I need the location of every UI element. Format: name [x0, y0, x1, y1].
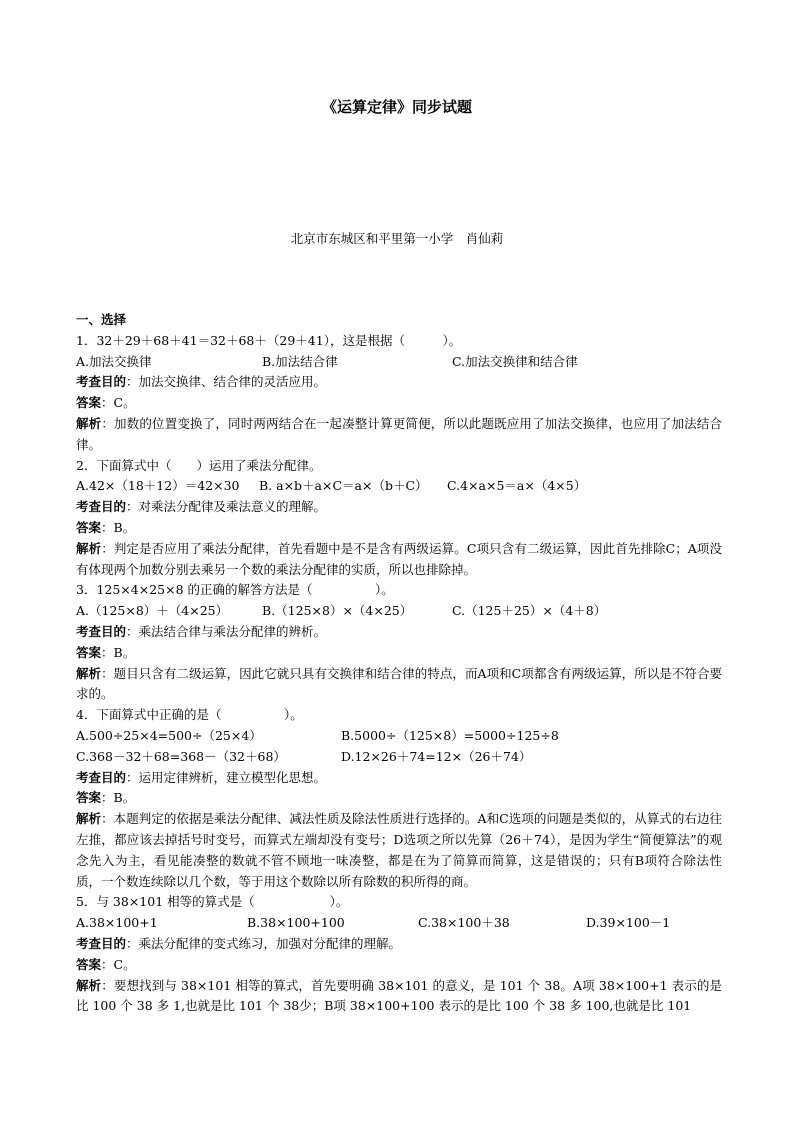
- question-stem: 1．32＋29＋68＋41＝32＋68＋（29＋41），这是根据（ ）。: [76, 332, 462, 348]
- document-body: [76, 310, 722, 1017]
- goal-label: 考查目的: [76, 499, 127, 515]
- section-heading: 一、选择: [76, 312, 127, 327]
- question-stem: 5．与 38×101 相等的算式是（ ）。: [76, 894, 349, 910]
- answer-text: ：B。: [101, 519, 136, 535]
- analysis-label: 解析: [76, 811, 102, 827]
- analysis-line: [76, 414, 722, 456]
- analysis-text: ：加数的位置变换了，同时两两结合在一起凑整计算更简便，所以此题既应用了加法交换律，也应用了加法结合律。: [76, 415, 722, 452]
- options-row: [76, 726, 722, 747]
- analysis-text: ：题目只含有二级运算，因此它就只具有交换律和结合律的特点，而A项和C项都含有两级运算，所以是不符合要求的。: [76, 665, 722, 702]
- option-c: C.（125＋25）×（4＋8）: [452, 603, 607, 619]
- answer-label: 答案: [76, 790, 102, 806]
- document-title: 《运算定律》同步试题: [321, 98, 472, 116]
- answer-label: 答案: [76, 519, 102, 535]
- option-a: A.500÷25×4=500÷（25×4）: [76, 727, 262, 743]
- goal-label: 考查目的: [76, 623, 127, 639]
- goal-text: ：运用定律辨析，建立模型化思想。: [126, 769, 327, 785]
- answer-text: ：B。: [101, 644, 136, 660]
- goal-text: ：对乘法分配律及乘法意义的理解。: [126, 499, 327, 515]
- answer-text: ：C。: [101, 956, 136, 972]
- question-stem: 2．下面算式中（ ）运用了乘法分配律。: [76, 457, 322, 473]
- option-c: C.368－32＋68=368－（32＋68）: [76, 748, 286, 764]
- goal-text: ：加法交换律、结合律的灵活应用。: [126, 374, 327, 390]
- answer-label: 答案: [76, 644, 102, 660]
- answer-line: [76, 955, 722, 976]
- options-row: [76, 747, 722, 768]
- option-c: C.38×100＋38: [418, 915, 510, 931]
- option-a: A.38×100+1: [76, 915, 158, 931]
- goal-text: ：乘法分配律的变式练习，加强对分配律的理解。: [126, 935, 402, 951]
- goal-line: [76, 622, 722, 643]
- options-row: [76, 913, 722, 934]
- author-line: 北京市东城区和平里第一小学 肖仙莉: [290, 231, 504, 246]
- question-1: [76, 331, 722, 456]
- question-3: [76, 580, 722, 705]
- option-b: B.38×100+100: [247, 915, 345, 931]
- goal-text: ：乘法结合律与乘法分配律的辨析。: [126, 623, 327, 639]
- answer-text: ：B。: [101, 790, 136, 806]
- analysis-label: 解析: [76, 977, 102, 993]
- option-a: A.加法交换律: [76, 353, 152, 369]
- analysis-label: 解析: [76, 540, 102, 556]
- option-d: D.12×26＋74=12×（26＋74）: [341, 748, 532, 764]
- option-b: B.5000÷（125×8）=5000÷125÷8: [341, 727, 559, 743]
- option-b: B.加法结合律: [262, 353, 338, 369]
- options-row: [76, 476, 722, 497]
- answer-line: [76, 518, 722, 539]
- analysis-line: [76, 539, 722, 581]
- question-stem: 4．下面算式中正确的是（ ）。: [76, 707, 303, 723]
- question-4: [76, 705, 722, 892]
- answer-label: 答案: [76, 956, 102, 972]
- analysis-text: ：判定是否应用了乘法分配律，首先看题中是不是含有两级运算。C项只含有二级运算，因此首先排除C；A项没有体现两个加数分别去乘另一个数的乘法分配律的实质，所以也排除掉。: [76, 540, 722, 577]
- goal-line: [76, 934, 722, 955]
- option-c: C.4×a×5＝a×（4×5）: [447, 478, 587, 494]
- answer-line: [76, 393, 722, 414]
- goal-line: [76, 372, 722, 393]
- options-row: [76, 352, 722, 373]
- option-b: B.（125×8）×（4×25）: [262, 603, 413, 619]
- analysis-text: ：本题判定的依据是乘法分配律、减法性质及除法性质进行选择的。A和C选项的问题是类似的，从算式的右边往左推，都应该去掉括号时变号，而算式左端却没有变号；D选项之所以先算（26＋74），是因为学生“简便算法”的观念先入为主，看见能凑整的数就不管不顾地一味凑整，都是在为了简算而简算，这是错误的；只有B项符合除法性质，一个数连续除以几个数，等于用这个数除以所有除数的积所得的商。: [76, 811, 722, 889]
- answer-label: 答案: [76, 395, 102, 411]
- analysis-line: [76, 664, 722, 706]
- question-stem: 3．125×4×25×8 的正确的解答方法是（ ）。: [76, 582, 394, 598]
- options-row: [76, 601, 722, 622]
- goal-label: 考查目的: [76, 374, 127, 390]
- answer-text: ：C。: [101, 395, 136, 411]
- option-b: B. a×b＋a×C＝a×（b＋C）: [259, 478, 428, 494]
- answer-line: [76, 788, 722, 809]
- option-a: A.42×（18＋12）＝42×30: [76, 478, 240, 494]
- option-d: D.39×100－1: [586, 915, 671, 931]
- goal-label: 考查目的: [76, 769, 127, 785]
- question-5: [76, 892, 722, 1017]
- answer-line: [76, 643, 722, 664]
- option-a: A.（125×8）＋（4×25）: [76, 603, 229, 619]
- goal-line: [76, 768, 722, 789]
- goal-label: 考查目的: [76, 935, 127, 951]
- option-c: C.加法交换律和结合律: [452, 353, 578, 369]
- goal-line: [76, 497, 722, 518]
- analysis-label: 解析: [76, 415, 102, 431]
- analysis-label: 解析: [76, 665, 102, 681]
- analysis-line: [76, 809, 722, 892]
- question-2: [76, 456, 722, 581]
- analysis-line: [76, 976, 722, 1018]
- analysis-text: ：要想找到与 38×101 相等的算式，首先要明确 38×101 的意义，是 101 个 38。A项 38×100+1 表示的是比 100 个 38 多 1,也就是比 101 个 38少；B项 38×100+100 表示的是比 100 个 38 多 100,也就是比 101: [76, 977, 722, 1014]
